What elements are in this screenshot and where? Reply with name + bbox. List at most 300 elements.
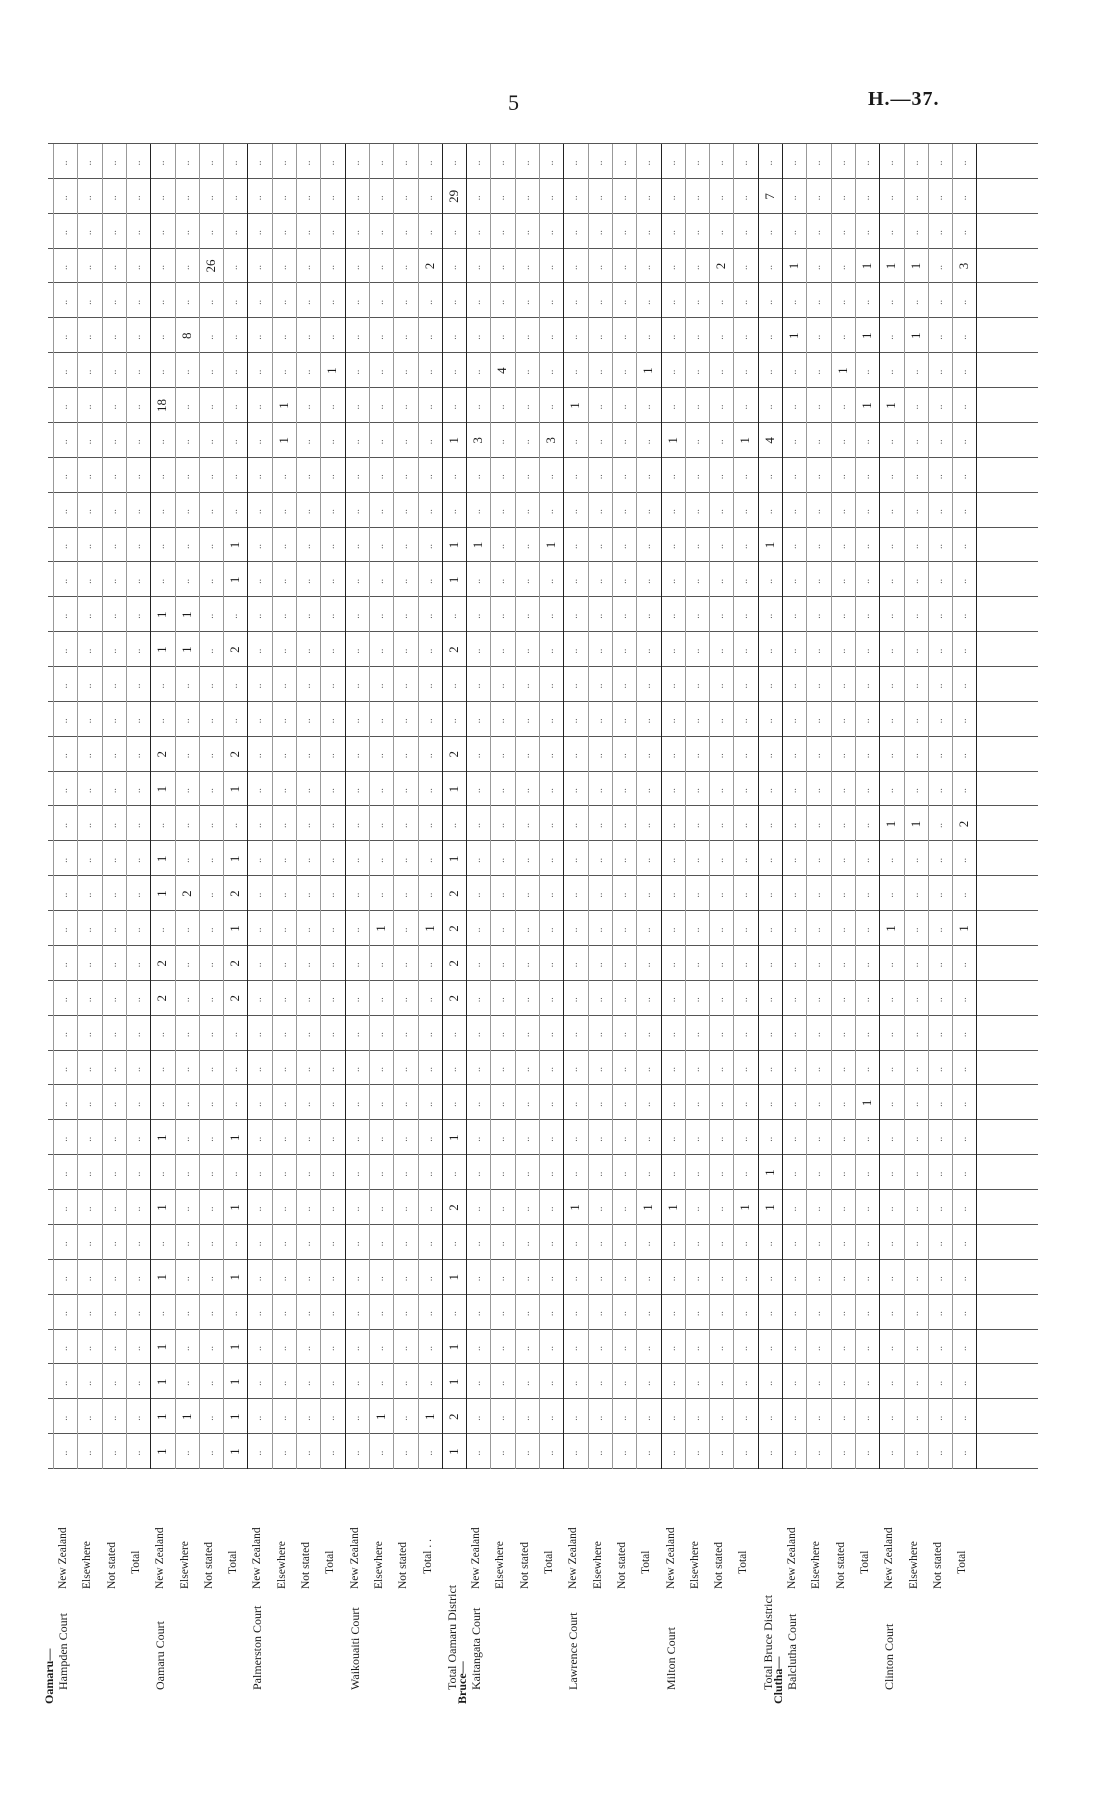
empty-cell-dots: ..	[131, 509, 143, 515]
empty-cell-dots: ..	[593, 1067, 605, 1073]
column-rule	[48, 1329, 1038, 1330]
court-name: Kaitangata Court	[469, 1607, 484, 1690]
empty-cell-dots: ..	[180, 1101, 192, 1107]
empty-cell-dots: ..	[229, 474, 241, 480]
empty-cell-dots: ..	[204, 439, 216, 445]
row-label: Elsewhere	[688, 1541, 701, 1589]
empty-cell-dots: ..	[277, 230, 289, 236]
empty-cell-dots: ..	[617, 613, 629, 619]
empty-cell-dots: ..	[545, 613, 556, 619]
empty-cell-dots: ..	[180, 230, 192, 236]
empty-cell-dots: ..	[545, 822, 556, 828]
empty-cell-dots: ..	[423, 997, 435, 1003]
empty-cell-dots: ..	[204, 1276, 216, 1282]
empty-cell-dots: ..	[617, 404, 629, 410]
row-rule	[102, 144, 103, 1469]
empty-cell-dots: ..	[496, 334, 508, 340]
empty-cell-dots: ..	[885, 195, 897, 201]
empty-cell-dots: ..	[350, 1032, 362, 1038]
empty-cell-dots: ..	[423, 683, 435, 689]
empty-cell-dots: ..	[131, 230, 143, 236]
empty-cell-dots: ..	[885, 613, 897, 619]
empty-cell-dots: ..	[180, 1345, 192, 1351]
empty-cell-dots: ..	[715, 195, 727, 201]
empty-cell-dots: ..	[617, 265, 629, 271]
empty-cell-dots: ..	[520, 718, 532, 724]
empty-cell-dots: ..	[423, 230, 435, 236]
column-rule	[48, 1468, 1038, 1469]
empty-cell-dots: ..	[958, 1380, 970, 1386]
row-labels	[42, 1474, 1038, 1704]
empty-cell-dots: ..	[204, 718, 216, 724]
empty-cell-dots: ..	[812, 509, 824, 515]
empty-cell-dots: ..	[642, 404, 654, 410]
row-rule	[345, 144, 346, 1469]
empty-cell-dots: ..	[666, 1067, 678, 1073]
table-cell-value: 1	[664, 1204, 680, 1211]
empty-cell-dots: ..	[156, 822, 168, 828]
empty-cell-dots: ..	[642, 613, 654, 619]
empty-cell-dots: ..	[763, 1450, 775, 1456]
empty-cell-dots: ..	[472, 230, 484, 236]
empty-cell-dots: ..	[83, 1241, 95, 1247]
empty-cell-dots: ..	[83, 1415, 95, 1421]
empty-cell-dots: ..	[642, 788, 654, 794]
empty-cell-dots: ..	[204, 334, 216, 340]
empty-cell-dots: ..	[788, 822, 799, 828]
empty-cell-dots: ..	[666, 509, 678, 515]
row-rule	[758, 144, 759, 1469]
empty-cell-dots: ..	[472, 822, 484, 828]
court-name: Hampden Court	[56, 1613, 70, 1690]
empty-cell-dots: ..	[715, 927, 727, 933]
empty-cell-dots: ..	[642, 265, 654, 271]
empty-cell-dots: ..	[569, 788, 581, 794]
empty-cell-dots: ..	[326, 927, 338, 933]
empty-cell-dots: ..	[788, 892, 799, 898]
empty-cell-dots: ..	[617, 1067, 629, 1073]
table-cell-value: 1	[421, 925, 437, 932]
table-cell-value: 4	[761, 437, 777, 444]
empty-cell-dots: ..	[958, 613, 970, 619]
empty-cell-dots: ..	[642, 1415, 654, 1421]
empty-cell-dots: ..	[763, 404, 775, 410]
empty-cell-dots: ..	[277, 613, 289, 619]
empty-cell-dots: ..	[253, 718, 265, 724]
empty-cell-dots: ..	[812, 1067, 824, 1073]
empty-cell-dots: ..	[569, 892, 581, 898]
empty-cell-dots: ..	[545, 1032, 556, 1038]
table-cell-value: 1	[421, 1413, 437, 1420]
table-cell-value: 1	[227, 576, 243, 584]
empty-cell-dots: ..	[83, 509, 95, 515]
table-cell-value: 2	[227, 890, 243, 897]
empty-cell-dots: ..	[885, 892, 897, 898]
empty-cell-dots: ..	[472, 648, 484, 654]
empty-cell-dots: ..	[107, 1171, 119, 1177]
empty-cell-dots: ..	[715, 683, 727, 689]
empty-cell-dots: ..	[788, 474, 799, 480]
empty-cell-dots: ..	[277, 474, 289, 480]
empty-cell-dots: ..	[933, 474, 945, 480]
empty-cell-dots: ..	[131, 683, 143, 689]
empty-cell-dots: ..	[83, 962, 95, 968]
empty-cell-dots: ..	[496, 1136, 508, 1142]
empty-cell-dots: ..	[131, 369, 143, 375]
empty-cell-dots: ..	[642, 648, 654, 654]
empty-cell-dots: ..	[277, 1415, 289, 1421]
empty-cell-dots: ..	[399, 1345, 411, 1351]
empty-cell-dots: ..	[107, 334, 119, 340]
row-rule	[77, 144, 78, 1469]
empty-cell-dots: ..	[739, 1311, 751, 1317]
empty-cell-dots: ..	[860, 195, 872, 201]
empty-cell-dots: ..	[909, 1171, 921, 1177]
empty-cell-dots: ..	[423, 1276, 435, 1282]
empty-cell-dots: ..	[374, 857, 386, 863]
empty-cell-dots: ..	[302, 1380, 313, 1386]
table-cell-value: 1	[178, 646, 194, 653]
empty-cell-dots: ..	[715, 404, 727, 410]
empty-cell-dots: ..	[569, 509, 581, 515]
empty-cell-dots: ..	[59, 1206, 70, 1212]
empty-cell-dots: ..	[156, 1171, 168, 1177]
empty-cell-dots: ..	[472, 892, 484, 898]
empty-cell-dots: ..	[131, 474, 143, 480]
empty-cell-dots: ..	[666, 544, 678, 549]
empty-cell-dots: ..	[593, 1380, 605, 1386]
empty-cell-dots: ..	[399, 160, 411, 166]
empty-cell-dots: ..	[812, 753, 824, 759]
row-label: New Zealand	[664, 1527, 677, 1589]
empty-cell-dots: ..	[788, 1311, 799, 1317]
empty-cell-dots: ..	[326, 439, 338, 445]
empty-cell-dots: ..	[545, 683, 556, 689]
empty-cell-dots: ..	[472, 1171, 484, 1177]
empty-cell-dots: ..	[860, 613, 872, 619]
empty-cell-dots: ..	[788, 299, 799, 305]
empty-cell-dots: ..	[350, 753, 362, 759]
empty-cell-dots: ..	[593, 439, 605, 445]
column-rule	[48, 596, 1038, 597]
empty-cell-dots: ..	[812, 718, 824, 724]
empty-cell-dots: ..	[59, 544, 70, 549]
empty-cell-dots: ..	[763, 1311, 775, 1317]
empty-cell-dots: ..	[617, 439, 629, 445]
column-rule	[48, 422, 1038, 423]
empty-cell-dots: ..	[253, 265, 265, 271]
empty-cell-dots: ..	[277, 822, 289, 828]
empty-cell-dots: ..	[617, 1380, 629, 1386]
empty-cell-dots: ..	[836, 439, 848, 445]
empty-cell-dots: ..	[666, 1450, 678, 1456]
empty-cell-dots: ..	[812, 404, 824, 410]
empty-cell-dots: ..	[666, 857, 678, 863]
empty-cell-dots: ..	[593, 474, 605, 480]
empty-cell-dots: ..	[860, 718, 872, 724]
empty-cell-dots: ..	[593, 265, 605, 271]
empty-cell-dots: ..	[253, 683, 265, 689]
page-number: 5	[508, 90, 519, 115]
empty-cell-dots: ..	[277, 788, 289, 794]
empty-cell-dots: ..	[885, 509, 897, 515]
empty-cell-dots: ..	[107, 718, 119, 724]
empty-cell-dots: ..	[788, 1032, 799, 1038]
empty-cell-dots: ..	[277, 544, 289, 549]
empty-cell-dots: ..	[204, 1101, 216, 1107]
empty-cell-dots: ..	[59, 1415, 70, 1421]
empty-cell-dots: ..	[739, 1136, 751, 1142]
empty-cell-dots: ..	[860, 1450, 872, 1456]
empty-cell-dots: ..	[788, 578, 799, 584]
empty-cell-dots: ..	[885, 857, 897, 863]
empty-cell-dots: ..	[885, 1171, 897, 1177]
empty-cell-dots: ..	[715, 230, 727, 236]
table-cell-value: 1	[883, 402, 899, 409]
empty-cell-dots: ..	[545, 718, 556, 724]
empty-cell-dots: ..	[156, 544, 168, 549]
empty-cell-dots: ..	[569, 265, 581, 271]
empty-cell-dots: ..	[617, 1415, 629, 1421]
empty-cell-dots: ..	[617, 544, 629, 549]
empty-cell-dots: ..	[763, 334, 775, 340]
table-cell-value: 2	[445, 960, 461, 967]
empty-cell-dots: ..	[83, 648, 95, 654]
empty-cell-dots: ..	[302, 404, 313, 410]
empty-cell-dots: ..	[156, 927, 168, 933]
empty-cell-dots: ..	[156, 230, 168, 236]
empty-cell-dots: ..	[715, 892, 727, 898]
empty-cell-dots: ..	[423, 1345, 435, 1351]
empty-cell-dots: ..	[642, 230, 654, 236]
empty-cell-dots: ..	[374, 997, 386, 1003]
empty-cell-dots: ..	[277, 718, 289, 724]
empty-cell-dots: ..	[156, 718, 168, 724]
row-rule	[150, 144, 151, 1469]
empty-cell-dots: ..	[617, 195, 629, 201]
empty-cell-dots: ..	[253, 962, 265, 968]
empty-cell-dots: ..	[326, 857, 338, 863]
empty-cell-dots: ..	[59, 509, 70, 515]
empty-cell-dots: ..	[520, 578, 532, 584]
empty-cell-dots: ..	[909, 1101, 921, 1107]
empty-cell-dots: ..	[763, 997, 775, 1003]
empty-cell-dots: ..	[788, 195, 799, 201]
empty-cell-dots: ..	[326, 892, 338, 898]
empty-cell-dots: ..	[374, 160, 386, 166]
empty-cell-dots: ..	[59, 857, 70, 863]
empty-cell-dots: ..	[326, 997, 338, 1003]
court-name: Oamaru Court	[153, 1621, 168, 1690]
empty-cell-dots: ..	[812, 1171, 824, 1177]
empty-cell-dots: ..	[156, 299, 168, 305]
table-cell-value: 3	[543, 437, 558, 444]
empty-cell-dots: ..	[229, 683, 241, 689]
empty-cell-dots: ..	[593, 1415, 605, 1421]
empty-cell-dots: ..	[885, 369, 897, 375]
empty-cell-dots: ..	[326, 1311, 338, 1317]
empty-cell-dots: ..	[253, 1276, 265, 1282]
empty-cell-dots: ..	[885, 474, 897, 480]
empty-cell-dots: ..	[59, 1171, 70, 1177]
empty-cell-dots: ..	[958, 1206, 970, 1212]
row-rule	[418, 144, 419, 1469]
row-label: Total	[227, 1550, 240, 1574]
empty-cell-dots: ..	[423, 1101, 435, 1107]
empty-cell-dots: ..	[180, 509, 192, 515]
empty-cell-dots: ..	[812, 892, 824, 898]
empty-cell-dots: ..	[374, 1136, 386, 1142]
empty-cell-dots: ..	[350, 1415, 362, 1421]
empty-cell-dots: ..	[545, 1415, 556, 1421]
empty-cell-dots: ..	[350, 160, 362, 166]
table-cell-value: 1	[154, 611, 170, 618]
empty-cell-dots: ..	[763, 718, 775, 724]
empty-cell-dots: ..	[958, 1450, 970, 1456]
table-cell-value: 1	[154, 785, 170, 793]
empty-cell-dots: ..	[350, 997, 362, 1003]
empty-cell-dots: ..	[885, 1345, 897, 1351]
empty-cell-dots: ..	[812, 578, 824, 584]
empty-cell-dots: ..	[715, 1311, 727, 1317]
empty-cell-dots: ..	[472, 509, 484, 515]
column-rule	[48, 492, 1038, 493]
empty-cell-dots: ..	[545, 195, 556, 201]
empty-cell-dots: ..	[690, 544, 702, 549]
table-cell-value: 2	[445, 1413, 461, 1420]
empty-cell-dots: ..	[933, 613, 945, 619]
empty-cell-dots: ..	[836, 1276, 848, 1282]
empty-cell-dots: ..	[569, 578, 581, 584]
empty-cell-dots: ..	[739, 962, 751, 968]
empty-cell-dots: ..	[593, 648, 605, 654]
empty-cell-dots: ..	[666, 1101, 678, 1107]
empty-cell-dots: ..	[642, 299, 654, 305]
empty-cell-dots: ..	[180, 822, 192, 828]
empty-cell-dots: ..	[204, 299, 216, 305]
row-label: Not stated	[834, 1542, 847, 1589]
empty-cell-dots: ..	[472, 1136, 484, 1142]
empty-cell-dots: ..	[860, 892, 872, 898]
table-cell-value: 1	[470, 541, 486, 549]
empty-cell-dots: ..	[204, 753, 216, 759]
empty-cell-dots: ..	[642, 1380, 654, 1386]
table-cell-value: 1	[858, 262, 874, 270]
empty-cell-dots: ..	[569, 857, 581, 863]
empty-cell-dots: ..	[909, 404, 921, 410]
empty-cell-dots: ..	[860, 1241, 872, 1247]
empty-cell-dots: ..	[399, 509, 411, 515]
row-label: Total	[129, 1550, 142, 1574]
empty-cell-dots: ..	[836, 1171, 848, 1177]
empty-cell-dots: ..	[788, 997, 799, 1003]
empty-cell-dots: ..	[836, 683, 848, 689]
empty-cell-dots: ..	[83, 1311, 95, 1317]
row-label: Elsewhere	[275, 1541, 288, 1589]
empty-cell-dots: ..	[59, 1345, 70, 1351]
empty-cell-dots: ..	[131, 753, 143, 759]
empty-cell-dots: ..	[739, 299, 751, 305]
row-label: Total . .	[421, 1539, 434, 1574]
table-cell-value: 1	[445, 1134, 461, 1141]
empty-cell-dots: ..	[399, 1032, 411, 1038]
empty-cell-dots: ..	[107, 927, 119, 933]
empty-cell-dots: ..	[399, 439, 411, 445]
empty-cell-dots: ..	[739, 1241, 751, 1247]
empty-cell-dots: ..	[326, 404, 338, 410]
empty-cell-dots: ..	[958, 299, 970, 305]
empty-cell-dots: ..	[739, 997, 751, 1003]
empty-cell-dots: ..	[715, 1450, 727, 1456]
empty-cell-dots: ..	[83, 1450, 95, 1456]
empty-cell-dots: ..	[59, 648, 70, 654]
empty-cell-dots: ..	[350, 265, 362, 271]
table-cell-value: 1	[907, 332, 923, 340]
empty-cell-dots: ..	[399, 822, 411, 828]
empty-cell-dots: ..	[739, 1380, 751, 1386]
empty-cell-dots: ..	[350, 613, 362, 619]
empty-cell-dots: ..	[836, 613, 848, 619]
empty-cell-dots: ..	[204, 578, 216, 584]
empty-cell-dots: ..	[933, 962, 945, 968]
table-cell-value: 1	[445, 541, 461, 549]
district-heading: Oamaru—	[42, 1648, 56, 1704]
empty-cell-dots: ..	[131, 195, 143, 201]
empty-cell-dots: ..	[617, 1311, 629, 1317]
empty-cell-dots: ..	[666, 927, 678, 933]
empty-cell-dots: ..	[763, 788, 775, 794]
empty-cell-dots: ..	[350, 334, 362, 340]
empty-cell-dots: ..	[302, 1171, 313, 1177]
column-rule	[48, 317, 1038, 318]
column-rule	[48, 1294, 1038, 1295]
empty-cell-dots: ..	[520, 1101, 532, 1107]
row-label: Not stated	[397, 1542, 410, 1589]
empty-cell-dots: ..	[739, 613, 751, 619]
empty-cell-dots: ..	[447, 160, 459, 166]
empty-cell-dots: ..	[545, 997, 556, 1003]
empty-cell-dots: ..	[788, 613, 799, 619]
empty-cell-dots: ..	[204, 822, 216, 828]
empty-cell-dots: ..	[83, 718, 95, 724]
table-cell-value: 1	[227, 1413, 243, 1420]
empty-cell-dots: ..	[399, 788, 411, 794]
empty-cell-dots: ..	[933, 822, 945, 828]
empty-cell-dots: ..	[885, 1276, 897, 1282]
empty-cell-dots: ..	[447, 683, 459, 689]
empty-cell-dots: ..	[180, 474, 192, 480]
empty-cell-dots: ..	[812, 160, 824, 166]
empty-cell-dots: ..	[666, 753, 678, 759]
empty-cell-dots: ..	[958, 1311, 970, 1317]
table-cell-value: 1	[227, 1134, 243, 1141]
empty-cell-dots: ..	[180, 1032, 192, 1038]
empty-cell-dots: ..	[447, 822, 459, 828]
empty-cell-dots: ..	[229, 718, 241, 724]
empty-cell-dots: ..	[496, 788, 508, 794]
empty-cell-dots: ..	[83, 1171, 95, 1177]
empty-cell-dots: ..	[545, 299, 556, 305]
empty-cell-dots: ..	[423, 195, 435, 201]
table-cell-value: 2	[713, 262, 729, 270]
empty-cell-dots: ..	[545, 369, 556, 375]
row-rule	[976, 144, 977, 1469]
empty-cell-dots: ..	[131, 1171, 143, 1177]
empty-cell-dots: ..	[933, 369, 945, 375]
empty-cell-dots: ..	[83, 439, 95, 445]
district-total-label: Total Oamaru District	[444, 1584, 459, 1690]
empty-cell-dots: ..	[131, 439, 143, 445]
